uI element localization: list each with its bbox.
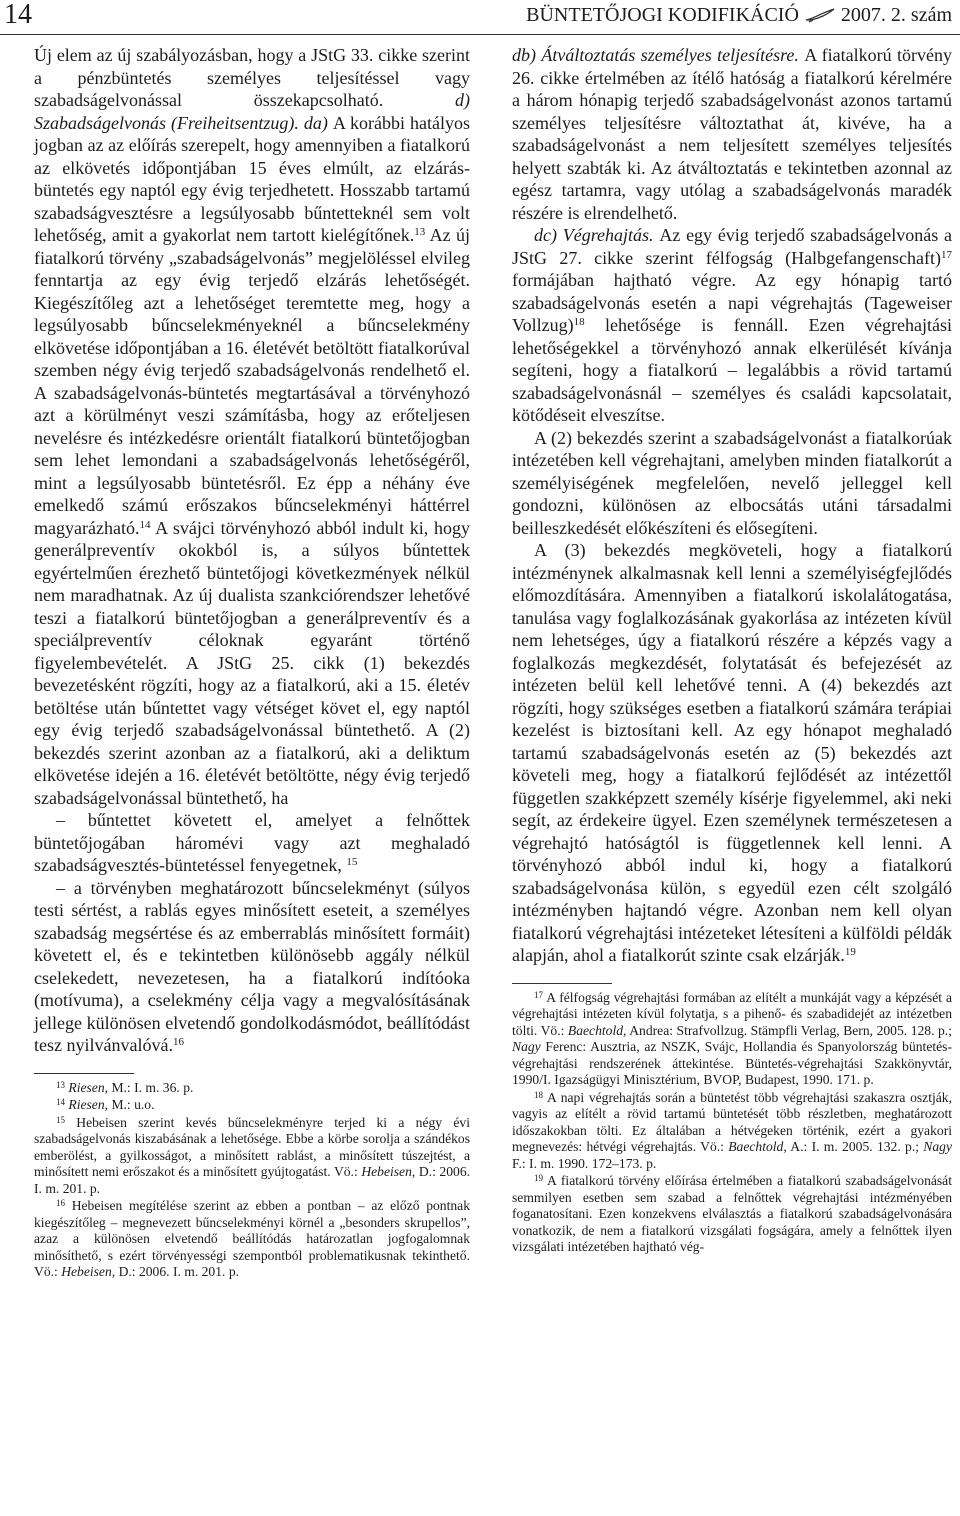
footnote-ref[interactable]: 15: [346, 856, 358, 868]
header-right: [526, 3, 952, 27]
right-column: [512, 44, 952, 1257]
list-item: – bűntettet követett el, amelyet a felnőttek büntetőjogában háromévi vagy azt meghaladó szabadságvesztés-büntetéssel fenyegetnek, $^{15}$: [34, 810, 470, 875]
paragraph: db) Átváltoztatás személyes teljesítésre. A fiatalkorú törvény 26. cikke értelmében az ítélő hatóság a fiatalkorú kérelmére a három hónapig terjedő szabadságelvonást azonos tartamú személyes teljesítésre változtathat át, kivéve, ha a szabadságelvonást a nem teljesített személyes teljesítés helyett szabták ki. Az átváltoztatás e tekintetben azonnal az egész tartamra, vagy utólag a szabadságelvonás maradék részére is elrendelhető.: [512, 45, 952, 223]
footnote-16: $^{16}$ Hebeisen megítélése szerint az ebben a pontban – az előző pontnak kiegészítőleg – megnevezett bűncselekményi körnél a „besonders skrupellos”, azaz a különösen elvetendő beállítódás határozatlan jogfogalomnak minősíthető, s ezért törvényességi szempontból problematikusnak tekinthető. Vö.: Hebeisen, D.: 2006. I. m. 201. p.: [34, 1198, 471, 1279]
footnote-ref[interactable]: 19: [844, 946, 856, 958]
page-number: 14: [4, 0, 32, 30]
heading-italic: dc) Végrehajtás.: [534, 225, 660, 245]
footnote-ref[interactable]: 13: [414, 226, 426, 238]
footnote-13: $^{13}$ Riesen, M.: I. m. 36. p.: [56, 1079, 194, 1095]
footnote-ref[interactable]: 16: [172, 1036, 184, 1048]
footnotes-left: [34, 1080, 470, 1281]
heading-italic: d) Szabadságelvonás (Freiheitsentzug).: [34, 90, 470, 133]
journal-title: BÜNTETŐJOGI KODIFIKÁCIÓ: [526, 4, 799, 26]
issue: 2007. 2. szám: [840, 4, 952, 26]
footnotes-right: [512, 990, 952, 1256]
heading-italic: da): [303, 112, 333, 133]
running-header: [0, 0, 960, 30]
right-body: [512, 44, 952, 967]
paragraph: Új elem az új szabályozásban, hogy a JStG 33. cikke szerint a pénzbüntetés személyes teljesítéssel vagy szabadságelvonással összekapcsolható. d) Szabadságelvonás (Freiheitsentzug). da) A korábbi hatályos jogban az az előírás szerepelt, hogy amennyiben a fiatalkorú az elkövetés időpontjában 15 éves elmúlt, az elzárás-büntetés egy naptól egy évig terjedhetett. Hosszabb tartamú szabadságvesztésre a legsúlyosabb bűntetteknél sem volt lehetőség, amit a gyakorlat nem tartott kielégítőnek.$^{13}$ Az új fiatalkorú törvény „szabadságelvonás” megjelöléssel elvileg fenntartja az egy évig terjedő elzárás lehetőségét. Kiegészítőleg azt a lehetőséget teremtette meg, hogy a legsúlyosabb bűncselekményeknél a bűncselekmény elkövetése időpontjában a 16. életévét betöltött fiatalkorúval szemben négy évig terjedő szabadságelvonás rendelhető el. A szabadságelvonás-büntetés megtartásával a törvényhozó azt a körülményt veszi számításba, hogy az erőteljesen nevelésre és intézkedésre orientált fiatalkorú büntetőjogban sem lehet lemondani a szabadságelvonás lehetőségéről, mint a legsúlyosabb büntetésről. Ez épp a néhány éve emelkedő számú erőszakos bűncselekményi háttérrel magyarázható.$^{14}$ A svájci törvényhozó abból indult ki, hogy generálpreventív okokból is, a súlyos bűntettek egyértelműen érezhető büntetőjogi következmények nélkül nem maradhatnak. Az új dualista szankciórendszer lehetővé teszi a fiatalkorú büntetőjogban a generálpreventív és a speciálpreventív céloknak egyaránt történő figyelembevételét. A JStG 25. cikk (1) bekezdés bevezetésként rögzíti, hogy az a fiatalkorú, aki a 15. életév betöltése után bűntettet vagy vétséget követ el, egy naptól egy évig terjedő szabadságelvonással büntethető. A (2) bekezdés szerint azonban az a fiatalkorú, aki a deliktum elkövetése idején a 16. életévét betöltötte, négy évig terjedő szabadságelvonással büntethető, ha: [34, 45, 471, 808]
footnote-18: $^{18}$ A napi végrehajtás során a büntetést több végrehajtási szakaszra osztják, vagyis az elítélt a rövid tartamú büntetését több részletben, meghatározott időszakokban tölti. Ez általában a hétvégeken történik, ezért a gyakori megnevezés: hétvégi végrehajtás. Vö.: Baechtold, A.: I. m. 2005. 132. p.; Nagy F.: I. m. 1990. 172–173. p.: [512, 1089, 952, 1171]
footnote-17: $^{17}$ A félfogság végrehajtási formában az elítélt a munkáját vagy a képzését a végrehajtási intézeten kívül folytatja, s a pihenő- és szabadidejét az intézetben tölti. Vö.: Baechtold, Andrea: Strafvollzug. Stämpfli Verlag, Bern, 2005. 128. p.; Nagy Ferenc: Ausztria, az NSZK, Svájc, Hollandia és Spanyolország büntetés-végrehajtási rendszerének áttekintése. Büntetés-végrehajtási Szakkönyvtár, 1990/I. Igazságügyi Minisztérium, BVOP, Budapest, 1990. 171. p.: [512, 989, 952, 1087]
list-item: – a törvényben meghatározott bűncselekményt (súlyos testi sértést, a rablás egyes minősített eseteit, a személyes szabadság megsértése és az emberrablás minősített formáit) követett el, és e tekintetben különösebb aggály nélkül cselekedett, nevezetesen, ha a fiatalkorú indítóoka (motívuma), a cselekmény célja vagy a megvalósításának jellege különösen elvetendő gondolkodásmódot, beállítódást tesz nyilvánvalóvá.$^{16}$: [34, 877, 470, 1055]
footnote-14: $^{14}$ Riesen, M.: u.o.: [56, 1097, 155, 1112]
footnote-ref[interactable]: 18: [573, 316, 585, 328]
footnote-15: $^{15}$ Hebeisen szerint kevés bűncselekményre terjed ki a négy évi szabadságelvonás kiszabásának a lehetősége. Ebbe a körbe sorolja a szándékos emberölést, a gyilkosságot, a minősített rablást, a minősített túszejtést, a minősített nemi erőszakot és a minősített gyújtogatást. Vö.: Hebeisen, D.: 2006. I. m. 201. p.: [34, 1114, 471, 1196]
footnote-ref[interactable]: 14: [139, 518, 151, 531]
left-body: [34, 44, 470, 1057]
paragraph: A (2) bekezdés szerint a szabadságelvonást a fiatalkorúak intézetében kell végrehajtani, amelyben minden fiatalkorút a személyiségének megfelelően, nevelő jelleggel kell gondozni, különösen az elbocsátás utáni társadalmi beilleszkedését előkészíteni és elősegíteni.: [512, 427, 952, 538]
footnote-19: $^{19}$ A fiatalkorú törvény előírása értelmében a fiatalkorú szabadságelvonását semmilyen esetben sem szabad a felnőttek végrehajtási intézményében foganatosítani. Ezen konzekvens elválasztás a fiatalkorú szabadságelvonására vonatkozik, de nem a fiatalkorú vizsgálati fogságára, amely a felnőttek ilyen vizsgálati intézetében hajtható vég-: [512, 1173, 952, 1254]
footnote-rule: [512, 983, 612, 984]
paragraph: dc) Végrehajtás. Az egy évig terjedő szabadságelvonás a JStG 27. cikke szerint félfogság (Halbgefangenschaft)$^{17}$ formájában hajtható végre. Az egy hónapig tartó szabadságelvonás esetén a napi végrehajtás (Tageweiser Vollzug)$^{18}$ lehetősége is fennáll. Ezen végrehajtási lehetőségekkel a törvényhozó annak elkerülését kívánja segíteni, hogy a fiatalkorú – legalábbis a rövid tartamú szabadságelvonásnál – személyes és családi kapcsolatait, kötődéseit elveszítse.: [512, 225, 952, 425]
footnote-rule: [34, 1073, 134, 1074]
header-rule: [0, 34, 960, 35]
quill-ornament-icon: [805, 7, 835, 23]
heading-italic: db) Átváltoztatás személyes teljesítésre.: [512, 45, 805, 65]
footnote-ref[interactable]: 17: [941, 248, 952, 261]
left-column: [34, 44, 470, 1282]
paragraph: A (3) bekezdés megköveteli, hogy a fiatalkorú intézménynek alkalmasnak kell lenni a személyiségfejlődés előmozdítására. Amennyiben a fiatalkorú iskolalátogatása, tanulása vagy foglalkozásának gyakorlása az intézeten kívül nem lehetséges, úgy a fiatalkorú részére a képzés vagy a foglalkozás megkezdését, folytatását és befejezését az intézeten belül kell lehetővé tenni. A (4) bekezdés azt rögzíti, hogy szükséges esetben a fiatalkorú számára terápiai kezelést is biztosítani kell. Az egy hónapot meghaladó tartamú szabadságelvonás esetén az (5) bekezdés azt követeli meg, hogy a fiatalkorú fejlődését az intézettől független szakképzett személy kísérje figyelemmel, aki neki segít, az érdekeire ügyel. Ezen személynek természetesen a végrehajtó hatóságtól is függetlennek kell lenni. A törvényhozó abból indul ki, hogy a fiatalkorú szabadságelvonása külön, s egyedül ezen célt szolgáló intézményben hajtandó végre. Azonban nem kell olyan fiatalkorú végrehajtási intézeteket létesíteni a külföldi példák alapján, ahol a fiatalkorút szinte csak elzárják.$^{19}$: [512, 540, 952, 965]
